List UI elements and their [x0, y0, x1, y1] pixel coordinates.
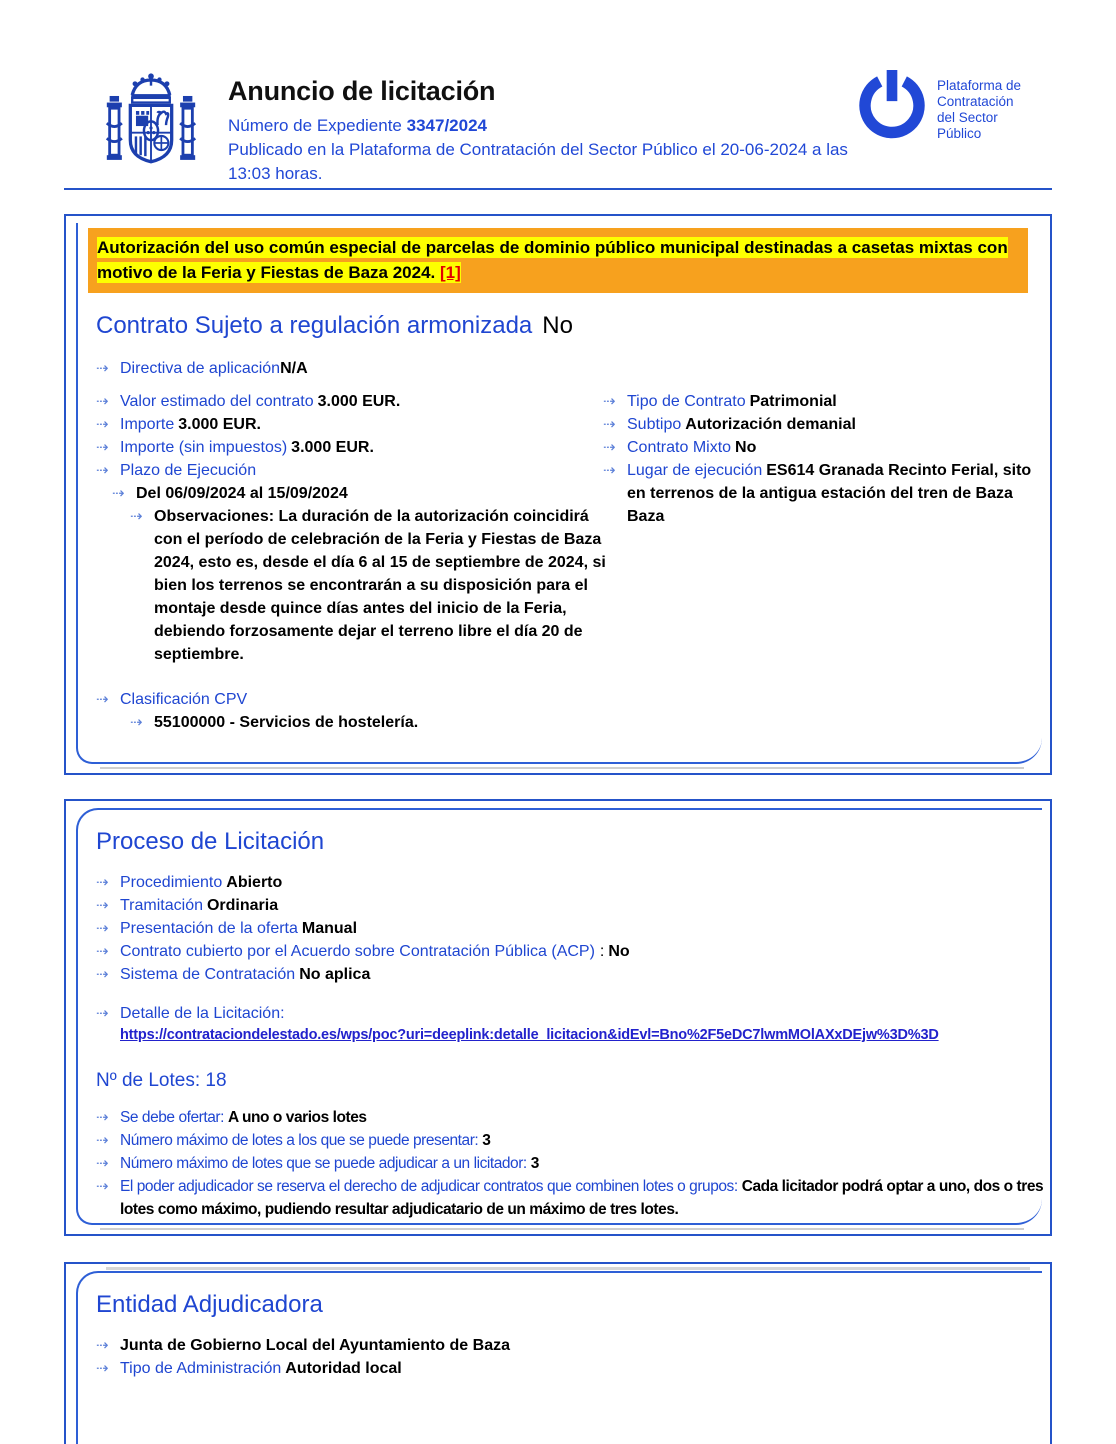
fields-grid: [96, 390, 1050, 734]
section-shadow: [100, 1228, 1024, 1230]
notice-banner: [88, 228, 1028, 293]
platform-logo: [856, 66, 1032, 146]
field-plazo: ⇢ Plazo de Ejecución: [96, 459, 601, 482]
section-title-contrato: Contrato Sujeto a regulación armonizada No: [96, 312, 573, 339]
platform-logo-text: Plataforma de Contratación del Sector Público: [937, 78, 1022, 141]
section-entidad: [64, 1262, 1052, 1444]
field-cpv: ⇢ Clasificación CPV: [96, 688, 601, 711]
dashed-arrow-icon: ⇢: [96, 1005, 109, 1022]
dashed-arrow-icon: ⇢: [96, 943, 109, 960]
proceso-fields: [96, 871, 1050, 1025]
dashed-arrow-icon: ⇢: [96, 1155, 109, 1172]
field-max-presentar: ⇢ Número máximo de lotes a los que se puede presentar: 3: [96, 1129, 1050, 1152]
field-entity-name: ⇢ Junta de Gobierno Local del Ayuntamiento de Baza: [96, 1334, 1050, 1357]
dashed-arrow-icon: ⇢: [96, 360, 109, 377]
published-line: Publicado en la Plataforma de Contratación del Sector Público el 20-06-2024 a las 13:03 horas.: [228, 140, 848, 183]
dashed-arrow-icon: ⇢: [96, 1178, 109, 1195]
dashed-arrow-icon: ⇢: [96, 439, 109, 456]
dashed-arrow-icon: ⇢: [130, 714, 143, 731]
field-detalle: ⇢ Detalle de la Licitación:: [96, 1002, 1050, 1025]
detalle-url-row: [120, 1025, 1050, 1046]
dashed-arrow-icon: ⇢: [96, 966, 109, 983]
field-tipo-administracion: ⇢ Tipo de Administración Autoridad local: [96, 1357, 1050, 1380]
section-shadow: [100, 767, 1024, 769]
dashed-arrow-icon: ⇢: [96, 1109, 109, 1126]
lotes-title: Nº de Lotes: 18: [96, 1070, 227, 1091]
field-sistema: ⇢ Sistema de Contratación No aplica: [96, 963, 1050, 986]
dashed-arrow-icon: ⇢: [603, 393, 616, 410]
field-importe: ⇢ Importe 3.000 EUR.: [96, 413, 601, 436]
fields-right-column: [603, 390, 1038, 734]
dashed-arrow-icon: ⇢: [603, 439, 616, 456]
dashed-arrow-icon: ⇢: [112, 485, 125, 502]
notice-text: Autorización del uso común especial de parcelas de dominio público municipal destinadas a casetas mixtas con motivo de la Feria y Fiestas de Baza 2024. [1]: [97, 238, 1008, 282]
dashed-arrow-icon: ⇢: [603, 416, 616, 433]
field-cpv-value: ⇢ 55100000 - Servicios de hostelería.: [130, 711, 601, 734]
field-importe-sin: ⇢ Importe (sin impuestos) 3.000 EUR.: [96, 436, 601, 459]
licitacion-detail-link[interactable]: https://contrataciondelestado.es/wps/poc?uri=deeplink:detalle_licitacion&idEvl=Bno%2F5eDC7lwmMOlAXxDEjw%3D%3D: [120, 1027, 939, 1043]
field-presentacion: ⇢ Presentación de la oferta Manual: [96, 917, 1050, 940]
field-observaciones: ⇢ Observaciones: La duración de la autorización coincidirá con el período de celebración de la Feria y Fiestas de Baza 2024, esto es, desde el día 6 al 15 de septiembre de 2024, si bien los terrenos se encontrarán a su disposición para el montaje desde quince días antes del inicio de la Feria, debiendo forzosamente dejar el terreno libre el día 20 de septiembre.: [130, 505, 606, 666]
dashed-arrow-icon: ⇢: [130, 508, 143, 525]
dashed-arrow-icon: ⇢: [96, 1337, 109, 1354]
dashed-arrow-icon: ⇢: [96, 920, 109, 937]
dashed-arrow-icon: ⇢: [603, 462, 616, 479]
section-shadow: [106, 1267, 1030, 1270]
section-contrato: [64, 214, 1052, 775]
field-max-adjudicar: ⇢ Número máximo de lotes que se puede adjudicar a un licitador: 3: [96, 1152, 1050, 1175]
field-acp: ⇢ Contrato cubierto por el Acuerdo sobre Contratación Pública (ACP) : No: [96, 940, 1050, 963]
field-subtipo: ⇢ Subtipo Autorización demanial: [603, 413, 1038, 436]
section-title-entidad: Entidad Adjudicadora: [96, 1291, 323, 1318]
header-divider: [64, 188, 1052, 190]
dashed-arrow-icon: ⇢: [96, 393, 109, 410]
power-icon: [856, 66, 928, 146]
expediente-label: Número de Expediente: [228, 116, 402, 135]
dashed-arrow-icon: ⇢: [96, 897, 109, 914]
section-proceso: [64, 799, 1052, 1236]
dashed-arrow-icon: ⇢: [96, 691, 109, 708]
header-title-block: [228, 76, 873, 186]
footnote-link[interactable]: [1]: [440, 263, 461, 282]
expediente-line: [228, 114, 873, 138]
dashed-arrow-icon: ⇢: [96, 1132, 109, 1149]
section-title-proceso: Proceso de Licitación: [96, 828, 325, 855]
field-procedimiento: ⇢ Procedimiento Abierto: [96, 871, 1050, 894]
field-tramitacion: ⇢ Tramitación Ordinaria: [96, 894, 1050, 917]
field-contrato-mixto: ⇢ Contrato Mixto No: [603, 436, 1038, 459]
fields-left-column: [96, 390, 606, 734]
page-title: Anuncio de licitación: [228, 76, 496, 106]
dashed-arrow-icon: ⇢: [96, 1360, 109, 1377]
lotes-fields: [96, 1106, 1050, 1221]
section-title-value: No: [542, 312, 573, 339]
field-reserva: ⇢ El poder adjudicador se reserva el derecho de adjudicar contratos que combinen lotes o grupos: Cada licitador podrá optar a uno, dos o tres lotes como máximo, pudiendo resultar adjudicatario de un máximo de tres lotes.: [96, 1175, 1050, 1221]
entidad-fields: [96, 1334, 1050, 1380]
dashed-arrow-icon: ⇢: [96, 874, 109, 891]
field-lugar: ⇢ Lugar de ejecución ES614 Granada Recinto Ferial, sito en terrenos de la antigua estación del tren de Baza Baza: [603, 459, 1038, 528]
dashed-arrow-icon: ⇢: [96, 416, 109, 433]
field-valor-estimado: ⇢ Valor estimado del contrato 3.000 EUR.: [96, 390, 601, 413]
dashed-arrow-icon: ⇢: [96, 462, 109, 479]
field-directiva: ⇢ Directiva de aplicaciónN/A: [96, 357, 1050, 380]
field-plazo-fechas: ⇢ Del 06/09/2024 al 15/09/2024: [112, 482, 601, 505]
field-se-debe-ofertar: ⇢ Se debe ofertar: A uno o varios lotes: [96, 1106, 1050, 1129]
expediente-value: 3347/2024: [406, 116, 487, 135]
spain-coat-of-arms-icon: [104, 70, 198, 189]
field-tipo-contrato: ⇢ Tipo de Contrato Patrimonial: [603, 390, 1038, 413]
